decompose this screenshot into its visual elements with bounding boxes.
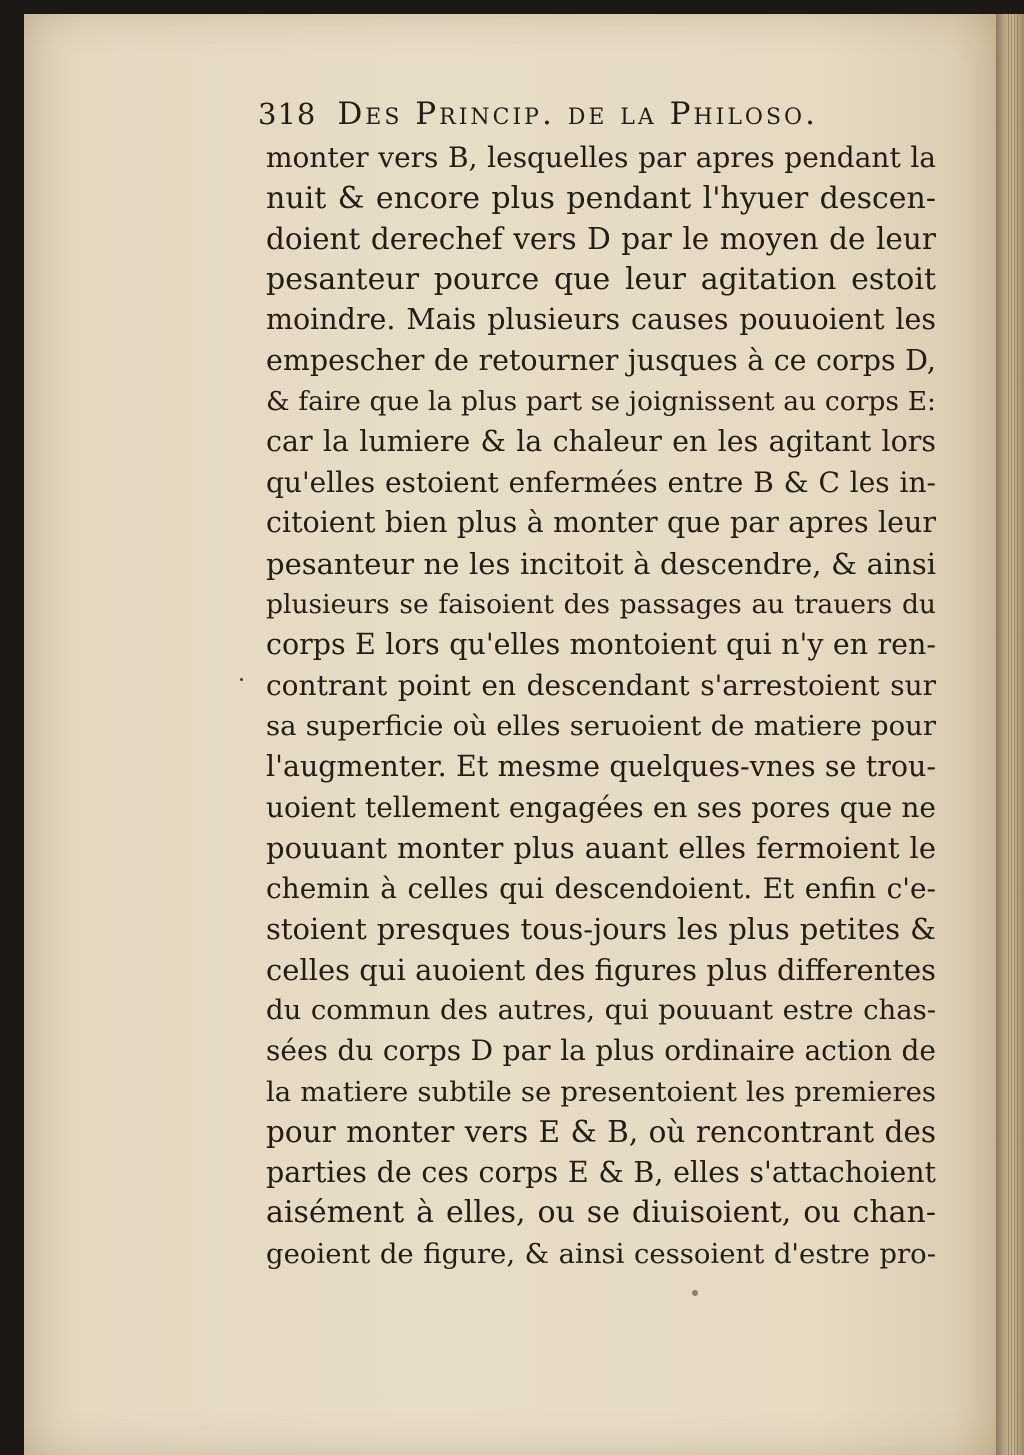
text-line: l'augmenter. Et mesme quelques-vnes se trou- <box>266 749 936 783</box>
text-line: & faire que la plus part se joignissent au corps E: <box>266 385 936 417</box>
text-line: pour monter vers E & B, où rencontrant des <box>266 1115 936 1150</box>
text-line: corps E lors qu'elles montoient qui n'y en ren- <box>266 628 936 662</box>
text-line: contrant point en descendant s'arrestoient sur <box>266 668 936 702</box>
ink-speck <box>692 1290 698 1296</box>
text-line: empescher de retourner jusques à ce corps D, <box>266 343 936 377</box>
ink-speck <box>240 678 243 681</box>
page-number: 318 <box>258 97 317 131</box>
text-line: pesanteur ne les incitoit à descendre, & ainsi <box>266 546 936 581</box>
text-line: monter vers B, lesquelles par apres pendant la <box>266 141 936 174</box>
text-line: geoient de figure, & ainsi cessoient d'estre pro- <box>266 1238 936 1271</box>
text-line: qu'elles estoient enfermées entre B & C les in- <box>266 465 936 499</box>
text-line: uoient tellement engagées en ses pores que ne <box>266 790 936 824</box>
text-line: moindre. Mais plusieurs causes pouuoient les <box>266 303 936 337</box>
text-line: nuit & encore plus pendant l'hyuer descen- <box>266 180 936 216</box>
text-line: pouuant monter plus auant elles fermoient le <box>266 831 936 866</box>
text-line: chemin à celles qui descendoient. Et enfin c'e- <box>266 871 936 905</box>
body-text <box>266 138 936 1275</box>
text-line: plusieurs se faisoient des passages au trauers du <box>266 588 936 620</box>
page-edge-texture <box>1008 14 1018 1455</box>
text-line: la matiere subtile se presentoient les premieres <box>266 1075 936 1108</box>
running-head-title: Des Princip. de la Philoso. <box>337 96 818 132</box>
text-line: car la lumiere & la chaleur en les agitant lors <box>266 425 936 459</box>
text-line: pesanteur pource que leur agitation estoit <box>266 261 936 297</box>
text-line: aisément à elles, ou se diuisoient, ou chan- <box>266 1195 936 1231</box>
text-line: citoient bien plus à monter que par apres leur <box>266 506 936 540</box>
text-line: sées du corps D par la plus ordinaire action de <box>266 1034 936 1068</box>
text-line: doient derechef vers D par le moyen de leur <box>266 222 936 257</box>
text-line: du commun des autres, qui pouuant estre chas- <box>266 994 936 1027</box>
text-line: sa superficie où elles seruoient de matiere pour <box>266 710 936 743</box>
text-line: stoient presques tous-jours les plus petites & <box>266 912 936 947</box>
text-line: celles qui auoient des figures plus differentes <box>266 952 936 987</box>
text-line: parties de ces corps E & B, elles s'attachoient <box>266 1155 936 1189</box>
